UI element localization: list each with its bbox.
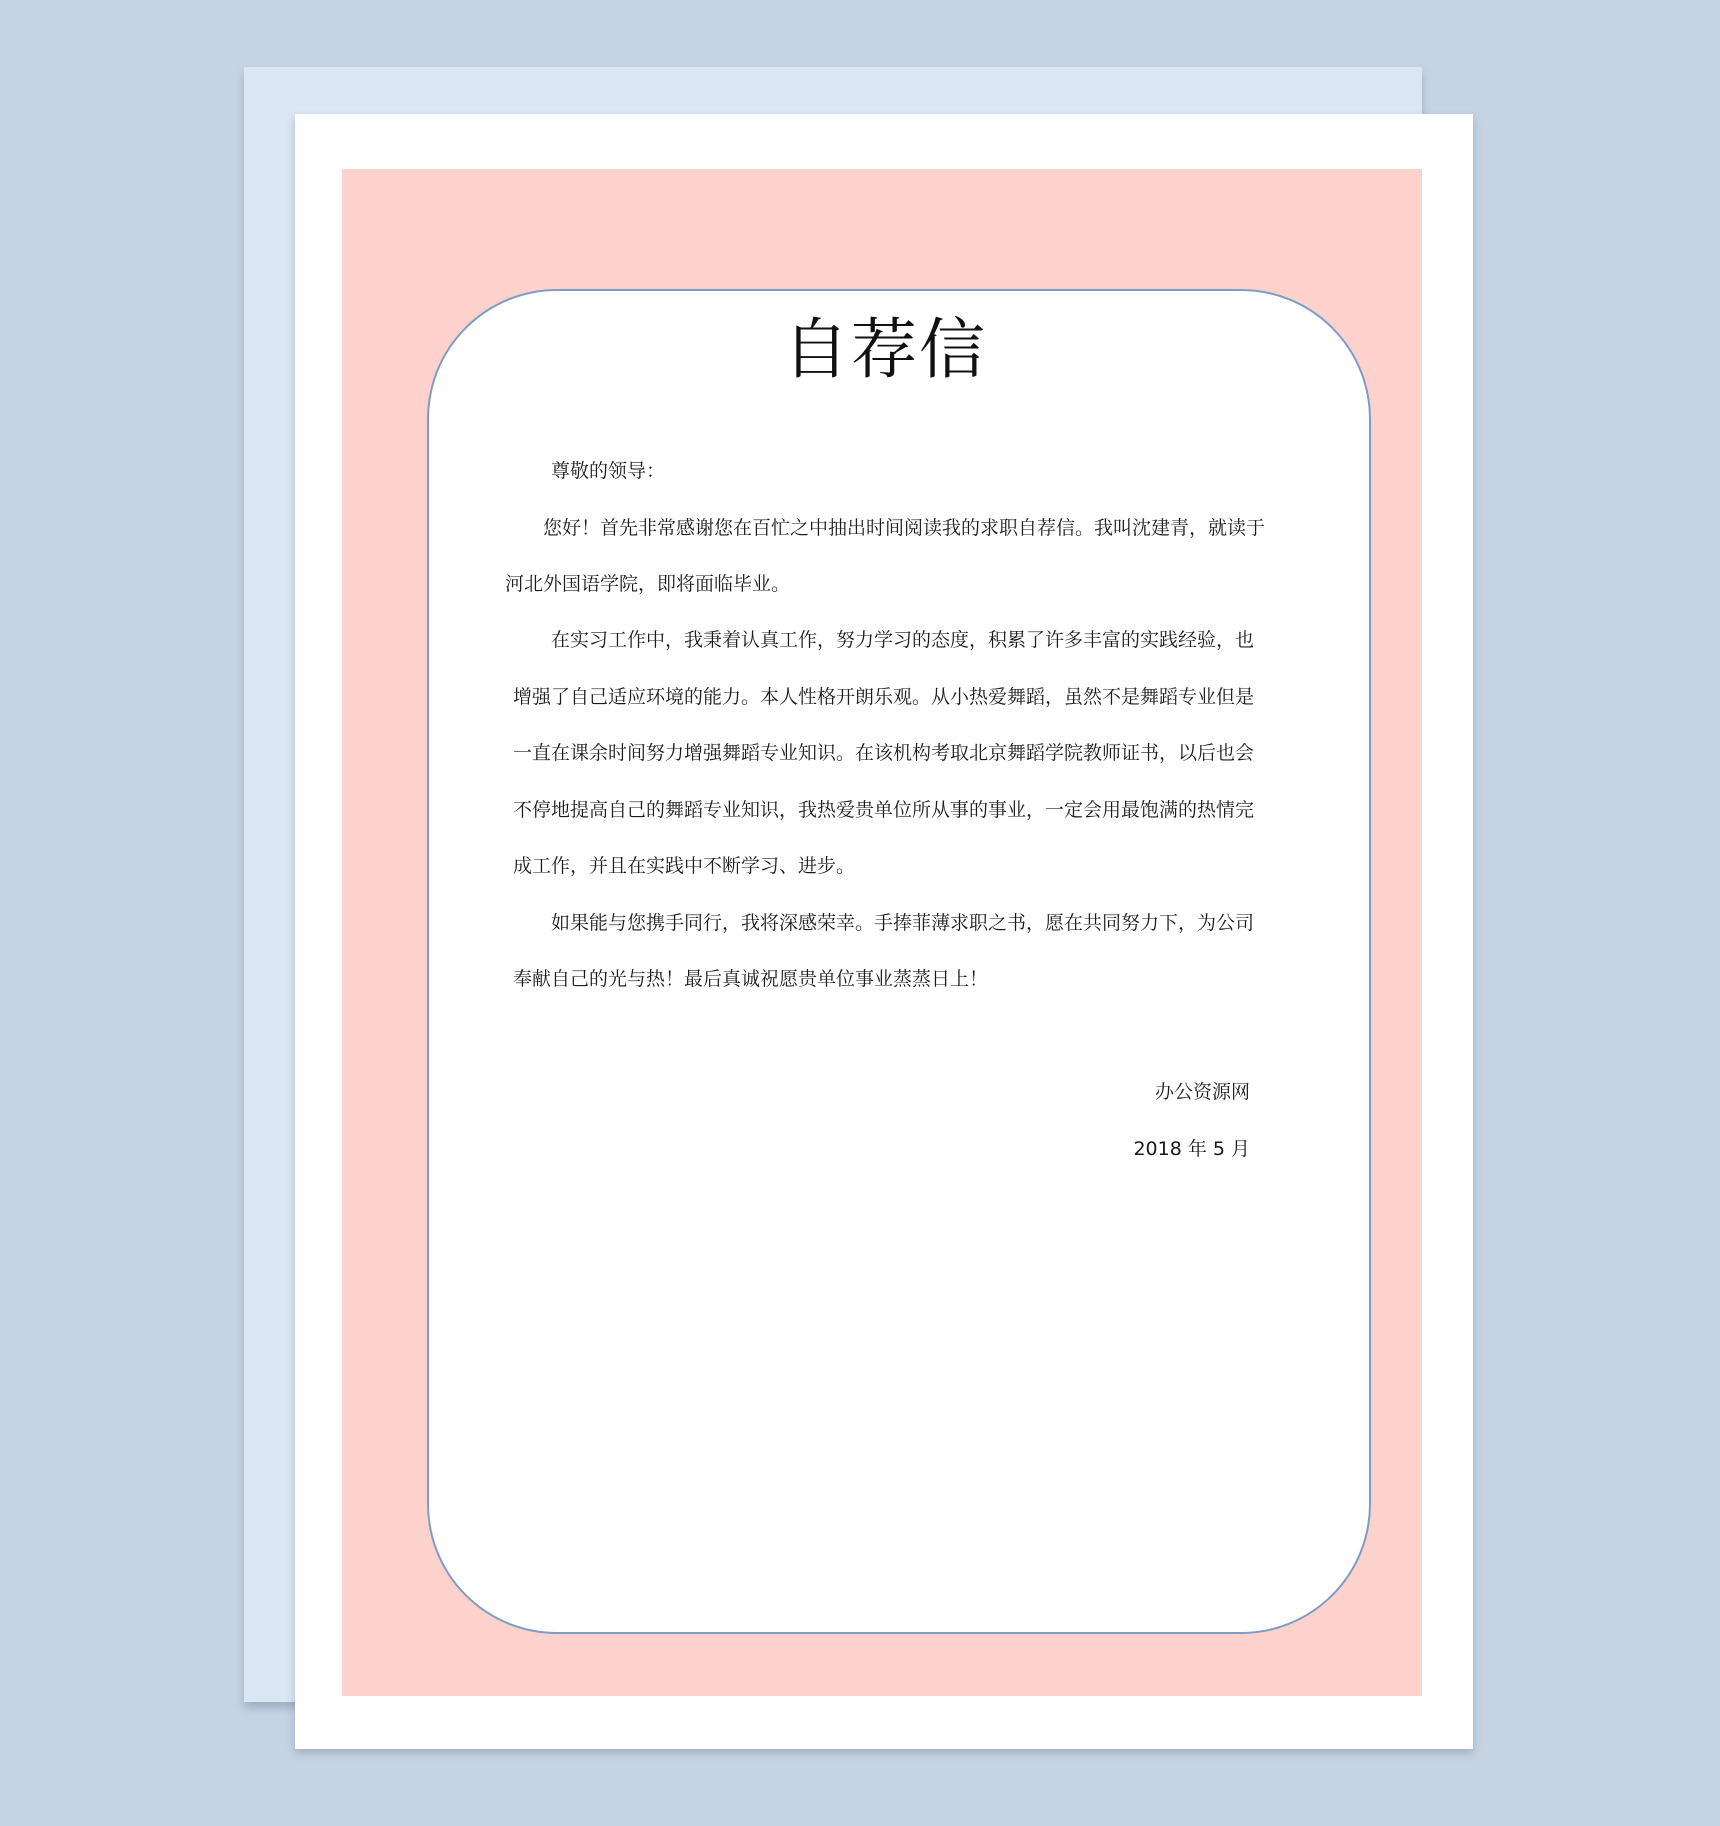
body-line: 如果能与您携手同行，我将深感荣幸。手捧菲薄求职之书，愿在共同努力下，为公司 — [551, 912, 1255, 934]
body-line: 在实习工作中，我秉着认真工作，努力学习的态度，积累了许多丰富的实践经验，也 — [551, 629, 1255, 651]
body-line: 不停地提高自己的舞蹈专业知识，我热爱贵单位所从事的事业，一定会用最饱满的热情完 — [513, 799, 1255, 821]
body-line: 一直在课余时间努力增强舞蹈专业知识。在该机构考取北京舞蹈学院教师证书，以后也会 — [513, 742, 1255, 764]
body-line: 您好！首先非常感谢您在百忙之中抽出时间阅读我的求职自荐信。我叫沈建青，就读于 — [543, 517, 1266, 539]
salutation: 尊敬的领导： — [551, 460, 666, 482]
letter-date: 2018 年 5 月 — [1133, 1138, 1250, 1160]
body-line: 增强了自己适应环境的能力。本人性格开朗乐观。从小热爱舞蹈，虽然不是舞蹈专业但是 — [513, 686, 1255, 708]
signature: 办公资源网 — [1154, 1081, 1250, 1103]
letter-frame — [427, 289, 1371, 1634]
body-line: 奉献自己的光与热！最后真诚祝愿贵单位事业蒸蒸日上！ — [513, 968, 989, 990]
body-line: 河北外国语学院，即将面临毕业。 — [505, 573, 791, 595]
body-line: 成工作，并且在实践中不断学习、进步。 — [513, 855, 856, 877]
letter-title: 自荐信 — [783, 311, 987, 388]
